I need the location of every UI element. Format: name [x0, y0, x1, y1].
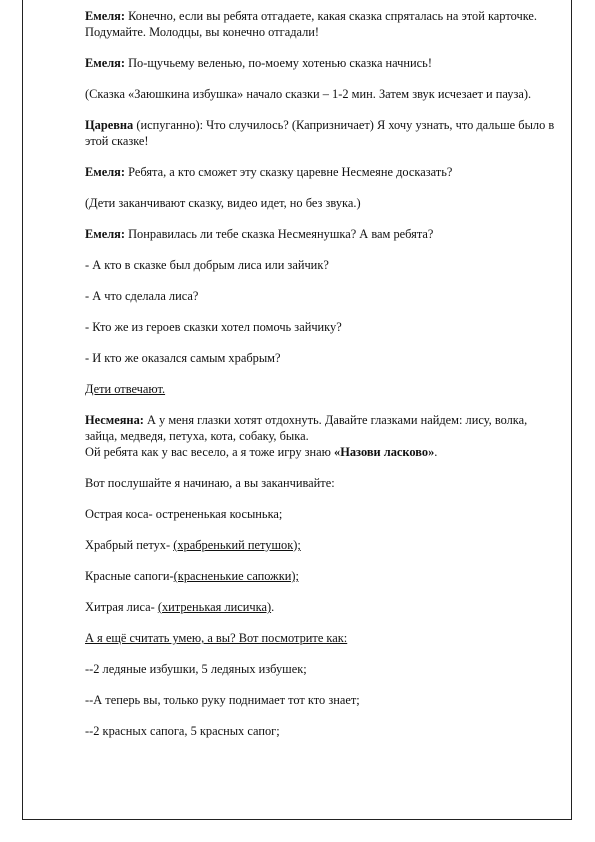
- question-line: [85, 288, 555, 304]
- pair-prefix: Красные сапоги-: [85, 569, 174, 583]
- speaker-label: Емеля:: [85, 165, 125, 179]
- paragraph-text: - А кто в сказке был добрым лиса или зайчик?: [85, 258, 329, 272]
- paragraph-text: Понравилась ли тебе сказка Несмеянушка? А вам ребята?: [125, 227, 434, 241]
- paragraph-text: --2 красных сапога, 5 красных сапог;: [85, 724, 280, 738]
- dialogue-paragraph: [85, 117, 555, 149]
- paragraph-text: --2 ледяные избушки, 5 ледяных избушек;: [85, 662, 307, 676]
- underlined-text: А я ещё считать умею, а вы? Вот посмотрите как:: [85, 631, 348, 645]
- stage-direction: [85, 86, 555, 102]
- paragraph-text: Ой ребята как у вас весело, а я тоже игру знаю: [85, 445, 335, 459]
- speaker-label: Емеля:: [85, 9, 125, 23]
- question-line: [85, 319, 555, 335]
- speaker-label: Емеля:: [85, 227, 125, 241]
- game-intro: [85, 475, 555, 491]
- paragraph-text: - А что сделала лиса?: [85, 289, 199, 303]
- dialogue-paragraph: [85, 55, 555, 71]
- paragraph-text: А у меня глазки хотят отдохнуть. Давайте глазками найдем: лису, волка, зайца, медведя, петуха, кота, собаку, быка.: [85, 413, 528, 443]
- paragraph-text: Конечно, если вы ребята отгадаете, какая сказка спряталась на этой карточке. Подумайте. Молодцы, вы конечно отгадали!: [85, 9, 537, 39]
- pair-suffix: .: [271, 600, 275, 614]
- pair-prefix: Острая коса- острененькая косынька;: [85, 507, 283, 521]
- pair-prefix: Хитрая лиса-: [85, 600, 158, 614]
- children-answer-note: [85, 381, 555, 397]
- paragraph-text: (Дети заканчивают сказку, видео идет, но без звука.): [85, 196, 361, 210]
- underlined-text: Дети отвечают.: [85, 382, 166, 396]
- paragraph-text: --А теперь вы, только руку поднимает тот кто знает;: [85, 693, 360, 707]
- stage-direction: [85, 195, 555, 211]
- paragraph-text: По-щучьему веленью, по-моему хотенью сказка начнись!: [125, 56, 432, 70]
- paragraph-text: .: [434, 445, 438, 459]
- paragraph-text: Ребята, а кто сможет эту сказку царевне Несмеяне досказать?: [125, 165, 453, 179]
- pair-prefix: Храбрый петух-: [85, 538, 174, 552]
- pair-answer: (храбренький петушок);: [173, 538, 301, 552]
- dialogue-paragraph: [85, 8, 555, 40]
- dialogue-paragraph: [85, 164, 555, 180]
- nesmeyana-paragraph: [85, 412, 555, 460]
- counting-line: [85, 723, 555, 739]
- speaker-label: Емеля:: [85, 56, 125, 70]
- word-pair: [85, 537, 555, 553]
- document-body: [85, 8, 555, 754]
- paragraph-text: - Кто же из героев сказки хотел помочь зайчику?: [85, 320, 342, 334]
- pair-answer: (красненькие сапожки);: [173, 569, 299, 583]
- word-pair: [85, 506, 555, 522]
- counting-heading: [85, 630, 555, 646]
- paragraph-text: (испуганно): Что случилось? (Капризничает) Я хочу узнать, что дальше было в этой сказке!: [85, 118, 555, 148]
- paragraph-text: Вот послушайте я начинаю, а вы заканчивайте:: [85, 476, 335, 490]
- game-name: «Назови ласково»: [334, 445, 435, 459]
- question-line: [85, 350, 555, 366]
- pair-answer: (хитренькая лисичка): [157, 600, 272, 614]
- word-pair: [85, 599, 555, 615]
- dialogue-paragraph: [85, 226, 555, 242]
- counting-line: [85, 692, 555, 708]
- speaker-label: Несмеяна:: [85, 413, 144, 427]
- paragraph-text: (Сказка «Заюшкина избушка» начало сказки – 1-2 мин. Затем звук исчезает и пауза).: [85, 87, 532, 101]
- counting-line: [85, 661, 555, 677]
- question-line: [85, 257, 555, 273]
- speaker-label: Царевна: [85, 118, 134, 132]
- paragraph-text: - И кто же оказался самым храбрым?: [85, 351, 281, 365]
- word-pair: [85, 568, 555, 584]
